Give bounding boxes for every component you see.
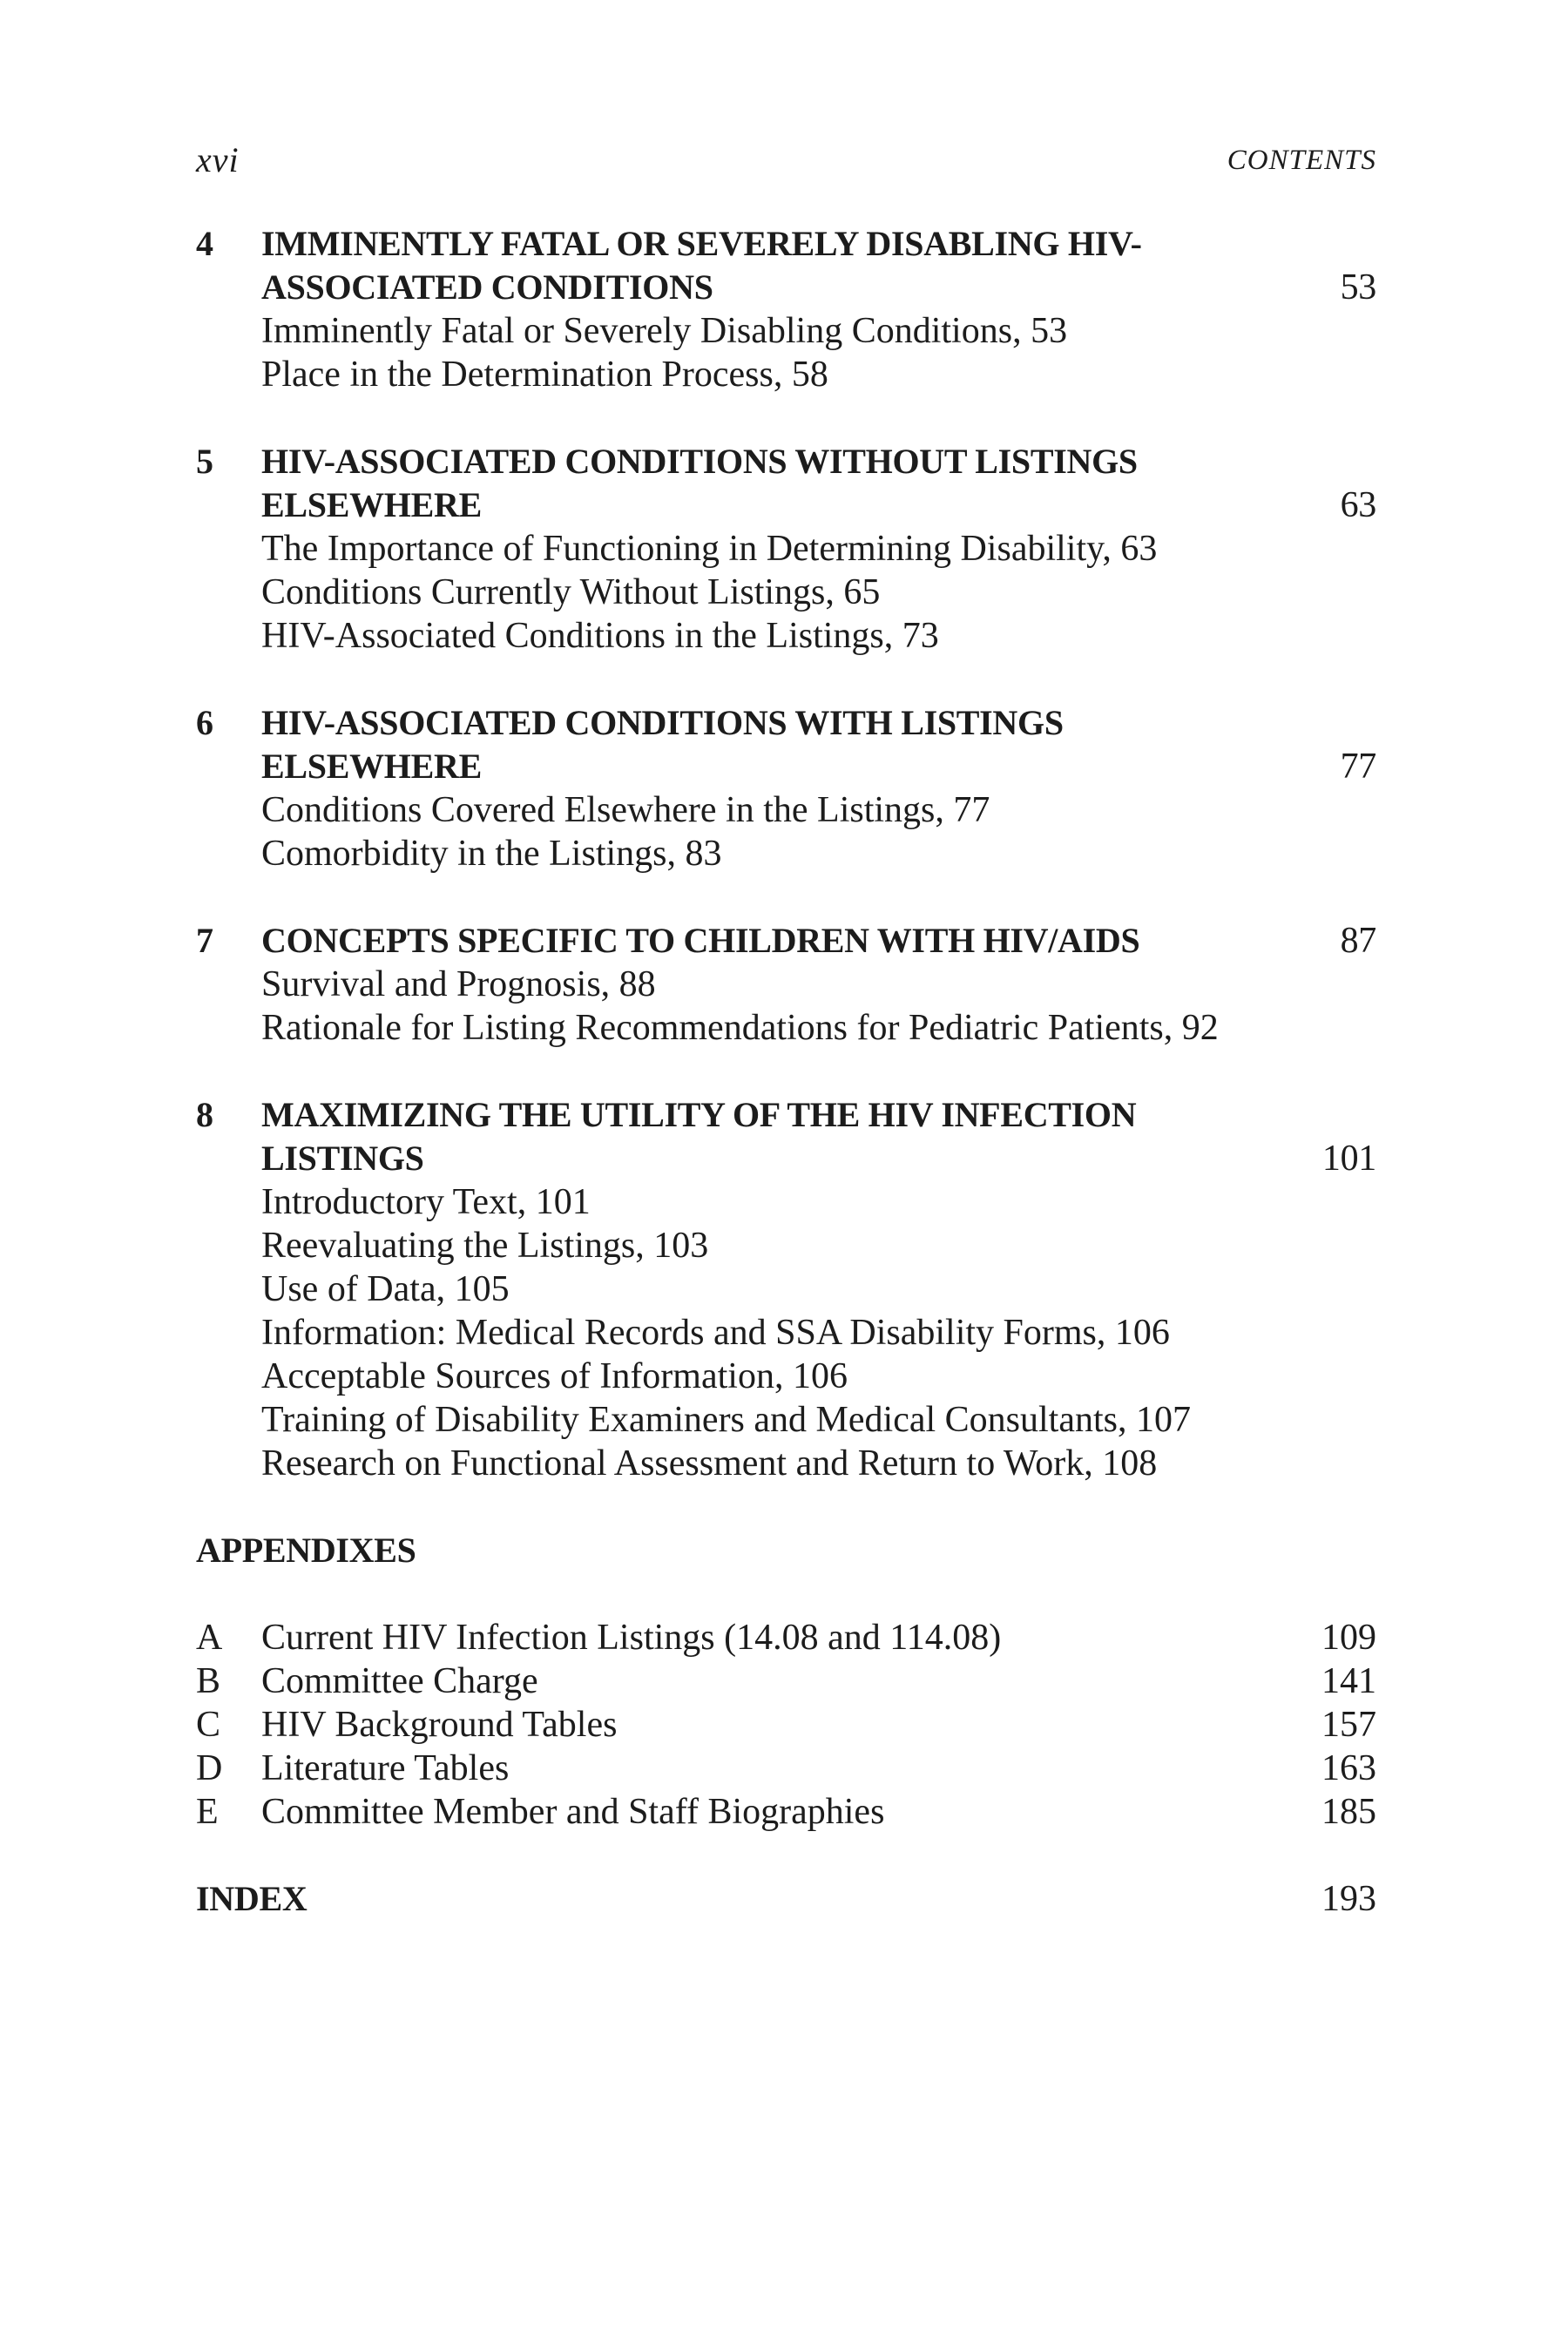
- toc-section-entry: Conditions Currently Without Listings, 65: [261, 572, 881, 612]
- toc-chapter-7: [196, 919, 1376, 1050]
- chapter-page-number: 77: [1340, 747, 1376, 787]
- toc-section-entry: Research on Functional Assessment and Return to Work, 108: [261, 1443, 1158, 1484]
- toc-section-entry: Conditions Covered Elsewhere in the Listings, 77: [261, 790, 990, 830]
- chapter-title-line: HIV-ASSOCIATED CONDITIONS WITHOUT LISTINGS: [261, 442, 1138, 481]
- appendix-entry-a: [196, 1616, 1376, 1659]
- toc-section-entry: Use of Data, 105: [261, 1269, 510, 1309]
- toc-section-entry: Reevaluating the Listings, 103: [261, 1226, 709, 1266]
- appendix-letter: B: [196, 1661, 221, 1701]
- appendix-letter: E: [196, 1792, 219, 1832]
- running-section-title: CONTENTS: [1227, 145, 1376, 176]
- chapter-page-number: 63: [1340, 485, 1376, 525]
- appendix-letter: C: [196, 1705, 221, 1745]
- appendix-entry-e: [196, 1790, 1376, 1834]
- page-number: xvi: [196, 140, 240, 179]
- toc-section-entry: Information: Medical Records and SSA Disability Forms, 106: [261, 1313, 1170, 1353]
- toc-section-entry: HIV-Associated Conditions in the Listings, 73: [261, 616, 939, 656]
- appendix-title: Current HIV Infection Listings (14.08 and 114.08): [261, 1618, 1002, 1658]
- appendix-page-number: 141: [1321, 1661, 1376, 1701]
- appendix-letter: D: [196, 1748, 223, 1788]
- appendix-title: HIV Background Tables: [261, 1705, 618, 1745]
- chapter-title-line: CONCEPTS SPECIFIC TO CHILDREN WITH HIV/AIDS: [261, 921, 1140, 960]
- toc-chapter-8: [196, 1093, 1376, 1485]
- appendix-page-number: 157: [1321, 1705, 1376, 1745]
- chapter-title-line: MAXIMIZING THE UTILITY OF THE HIV INFECTION: [261, 1095, 1137, 1134]
- toc-section-entry: Introductory Text, 101: [261, 1182, 591, 1222]
- toc-section-entry: Acceptable Sources of Information, 106: [261, 1356, 848, 1396]
- appendix-entry-b: [196, 1659, 1376, 1703]
- toc-section-entry: Place in the Determination Process, 58: [261, 355, 828, 395]
- toc-section-entry: The Importance of Functioning in Determining Disability, 63: [261, 529, 1158, 569]
- appendix-letter: A: [196, 1618, 223, 1658]
- toc-section-entry: Rationale for Listing Recommendations for Pediatric Patients, 92: [261, 1008, 1219, 1048]
- chapter-title-line: ELSEWHERE: [261, 747, 482, 786]
- index-page-number: 193: [1321, 1879, 1376, 1919]
- table-of-contents: [196, 222, 1376, 1921]
- appendix-entry-c: [196, 1703, 1376, 1747]
- toc-section-entry: Comorbidity in the Listings, 83: [261, 834, 722, 874]
- chapter-number: 4: [196, 224, 213, 263]
- appendix-entry-d: [196, 1747, 1376, 1790]
- appendix-page-number: 163: [1321, 1748, 1376, 1788]
- appendix-title: Committee Charge: [261, 1661, 538, 1701]
- appendix-page-number: 109: [1321, 1618, 1376, 1658]
- appendix-page-number: 185: [1321, 1792, 1376, 1832]
- appendix-list: [196, 1616, 1376, 1834]
- chapter-page-number: 53: [1340, 267, 1376, 308]
- toc-chapter-5: [196, 440, 1376, 658]
- appendixes-heading: APPENDIXES: [196, 1531, 416, 1570]
- chapter-title-line: LISTINGS: [261, 1139, 424, 1178]
- toc-section-entry: Survival and Prognosis, 88: [261, 964, 656, 1004]
- chapter-number: 5: [196, 442, 213, 481]
- running-head: [196, 139, 1376, 183]
- chapter-title-line: HIV-ASSOCIATED CONDITIONS WITH LISTINGS: [261, 703, 1064, 742]
- chapter-number: 7: [196, 921, 213, 960]
- chapter-page-number: 87: [1340, 921, 1376, 961]
- chapter-title-line: ASSOCIATED CONDITIONS: [261, 267, 713, 307]
- chapter-number: 8: [196, 1095, 213, 1134]
- index-entry: [196, 1877, 1376, 1921]
- toc-chapter-6: [196, 701, 1376, 875]
- chapter-title-line: ELSEWHERE: [261, 485, 482, 524]
- appendixes-heading-row: [196, 1529, 1376, 1572]
- index-label: INDEX: [196, 1879, 308, 1918]
- appendix-title: Committee Member and Staff Biographies: [261, 1792, 885, 1832]
- toc-section-entry: Training of Disability Examiners and Medical Consultants, 107: [261, 1400, 1192, 1440]
- chapter-title-line: IMMINENTLY FATAL OR SEVERELY DISABLING HIV-: [261, 224, 1142, 263]
- toc-section-entry: Imminently Fatal or Severely Disabling Conditions, 53: [261, 311, 1068, 351]
- chapter-page-number: 101: [1321, 1139, 1376, 1179]
- chapter-number: 6: [196, 703, 213, 742]
- appendix-title: Literature Tables: [261, 1748, 510, 1788]
- toc-chapter-4: [196, 222, 1376, 396]
